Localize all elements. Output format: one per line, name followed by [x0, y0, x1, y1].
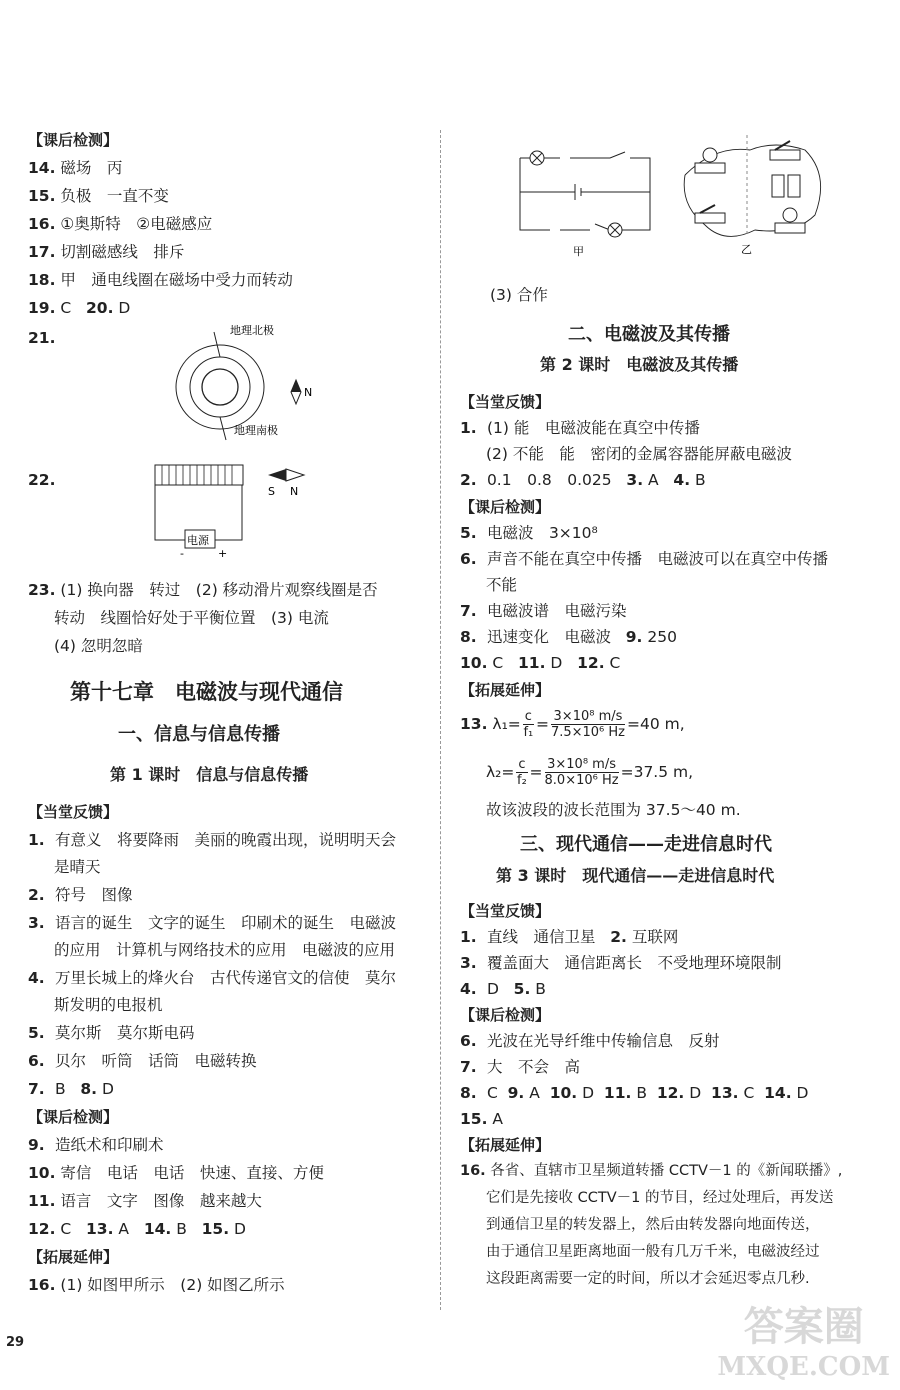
answer-6: 6. 贝尔 听筒 话筒 电磁转换 — [28, 1052, 257, 1070]
section-header: 【拓展延伸】 — [460, 681, 551, 699]
answer-13-formula-1: 13. λ₁= $\frac{c}{\text{f₁}}$ = $\frac{\text{3×10⁸ m/s}}{\text{7.5×10⁶ Hz}}$ =40 m, — [460, 709, 685, 740]
label-geographic-south: 地理南极 — [234, 424, 278, 437]
watermark-logo — [717, 1295, 890, 1382]
section-header: 【课后检测】 — [28, 1108, 119, 1126]
section-header: 【课后检测】 — [460, 498, 551, 516]
section-title: 三、现代通信——走进信息时代 — [520, 834, 772, 855]
circuit-diagram-yi — [675, 135, 835, 257]
answer-14: 14. 磁场 丙 — [28, 159, 123, 177]
answer-16: 16. ①奥斯特 ②电磁感应 — [28, 215, 213, 233]
answer-5: 5. 电磁波 3×10⁸ — [460, 524, 598, 542]
answer-1-line2: (2) 不能 能 密闭的金属容器能屏蔽电磁波 — [486, 445, 792, 463]
section-header: 【当堂反馈】 — [460, 902, 551, 920]
answer-11: 11. 语言 文字 图像 越来越大 — [28, 1192, 262, 1210]
answer-21-number: 21. — [28, 329, 56, 347]
chapter-title: 第十七章 电磁波与现代通信 — [70, 679, 343, 704]
answer-23-line2: 转动 线圈恰好处于平衡位置 (3) 电流 — [54, 609, 329, 627]
answer-16-line5: 这段距离需要一定的时间，所以才会延迟零点几秒. — [486, 1271, 810, 1287]
answer-18: 18. 甲 通电线圈在磁场中受力而转动 — [28, 271, 293, 289]
watermark-text: 答案圈 — [743, 1303, 864, 1350]
power-label: 电源 — [187, 534, 209, 547]
answer-4-line2: 斯发明的电报机 — [54, 996, 163, 1014]
minus-label: - — [180, 547, 184, 560]
section-header: 【当堂反馈】 — [28, 803, 119, 821]
answer-13-formula-2: λ₂= $\frac{c}{\text{f₂}}$ = $\frac{\text{3×10⁸ m/s}}{\text{8.0×10⁶ Hz}}$ =37.5 m, — [486, 757, 694, 788]
answer-1: 1. (1) 能 电磁波能在真空中传播 — [460, 419, 700, 437]
label-needle-n: N — [304, 386, 313, 399]
label-n: N — [290, 485, 299, 498]
answer-2: 2. 符号 图像 — [28, 886, 133, 904]
label-jia: 甲 — [573, 245, 584, 258]
column-divider — [440, 130, 441, 1310]
answer-1-line2: 是晴天 — [54, 858, 101, 876]
answer-13-conclusion: 故该波段的波长范围为 37.5～40 m. — [486, 801, 741, 819]
answer-10-12: 10. C 11. D 12. C — [460, 654, 621, 672]
answer-23: 23. (1) 换向器 转过 (2) 移动滑片观察线圈是否 — [28, 581, 378, 599]
section-header: 【当堂反馈】 — [460, 393, 551, 411]
answer-16: 16. 各省、直辖市卫星频道转播 CCTV－1 的《新闻联播》, — [460, 1163, 843, 1179]
section-header: 【课后检测】 — [460, 1006, 551, 1024]
section-header: 【课后检测】 — [28, 131, 119, 149]
answer-6: 6. 光波在光导纤维中传输信息 反射 — [460, 1032, 720, 1050]
answer-4-5: 4. D 5. B — [460, 980, 546, 998]
answer-23-line3: (4) 忽明忽暗 — [54, 637, 143, 655]
lesson-title: 第 2 课时 电磁波及其传播 — [540, 355, 739, 374]
section-title: 一、信息与信息传播 — [118, 724, 280, 745]
earth-magnetic-field-diagram — [158, 322, 318, 442]
plus-label: + — [218, 547, 228, 560]
answer-4: 4. 万里长城上的烽火台 古代传递官文的信使 莫尔 — [28, 969, 396, 987]
answer-3-line2: 的应用 计算机与网络技术的应用 电磁波的应用 — [54, 941, 396, 959]
answer-17: 17. 切割磁感线 排斥 — [28, 243, 185, 261]
answer-7: 7. 大 不会 高 — [460, 1058, 580, 1076]
answer-2-4: 2. 0.1 0.8 0.025 3. A 4. B — [460, 471, 706, 489]
section-header: 【拓展延伸】 — [28, 1248, 119, 1266]
watermark-url: MXQE.COM — [717, 1352, 890, 1382]
answer-16-line3: 到通信卫星的转发器上，然后由转发器向地面传送， — [486, 1217, 820, 1233]
answer-16-line2: 它们是先接收 CCTV－1 的节目，经过处理后，再发送 — [486, 1190, 834, 1206]
answer-9: 9. 造纸术和印刷术 — [28, 1136, 164, 1154]
answer-12-15: 12. C 13. A 14. B 15. D — [28, 1220, 246, 1238]
label-s: S — [268, 485, 275, 498]
answer-19-20: 19. C 20. D — [28, 299, 131, 317]
label-yi: 乙 — [741, 243, 752, 256]
answer-1-2: 1. 直线 通信卫星 2. 互联网 — [460, 928, 679, 946]
answer-15: 15. A — [460, 1110, 504, 1128]
answer-5: 5. 莫尔斯 莫尔斯电码 — [28, 1024, 195, 1042]
circuit-diagram-jia — [515, 140, 655, 258]
answer-8-14: 8. C 9. A 10. D 11. B 12. D 13. C 14. D — [460, 1084, 809, 1102]
label-geographic-north: 地理北极 — [230, 324, 274, 337]
solenoid-circuit-diagram — [150, 460, 340, 560]
answer-6-line2: 不能 — [486, 576, 518, 594]
page-number: 29 — [6, 1335, 25, 1350]
answer-10: 10. 寄信 电话 电话 快速、直接、方便 — [28, 1164, 324, 1182]
answer-6: 6. 声音不能在真空中传播 电磁波可以在真空中传播 — [460, 550, 828, 568]
answer-8-9: 8. 迅速变化 电磁波 9. 250 — [460, 628, 677, 646]
answer-16: 16. (1) 如图甲所示 (2) 如图乙所示 — [28, 1276, 285, 1294]
section-header: 【拓展延伸】 — [460, 1136, 551, 1154]
answer-15: 15. 负极 一直不变 — [28, 187, 169, 205]
answer-7-8: 7. B 8. D — [28, 1080, 114, 1098]
answer-16-line4: 由于通信卫星距离地面一般有几万千米，电磁波经过 — [486, 1244, 820, 1260]
answer-22-number: 22. — [28, 471, 56, 489]
answer-3: 3. 覆盖面大 通信距离长 不受地理环境限制 — [460, 954, 782, 972]
section-title: 二、电磁波及其传播 — [568, 324, 730, 345]
answer-16-3: (3) 合作 — [490, 286, 548, 304]
answer-3: 3. 语言的诞生 文字的诞生 印刷术的诞生 电磁波 — [28, 914, 396, 932]
lesson-title: 第 3 课时 现代通信——走进信息时代 — [496, 866, 775, 885]
answer-7: 7. 电磁波谱 电磁污染 — [460, 602, 627, 620]
answer-1: 1. 有意义 将要降雨 美丽的晚霞出现，说明明天会 — [28, 831, 396, 849]
lesson-title: 第 1 课时 信息与信息传播 — [110, 765, 309, 784]
